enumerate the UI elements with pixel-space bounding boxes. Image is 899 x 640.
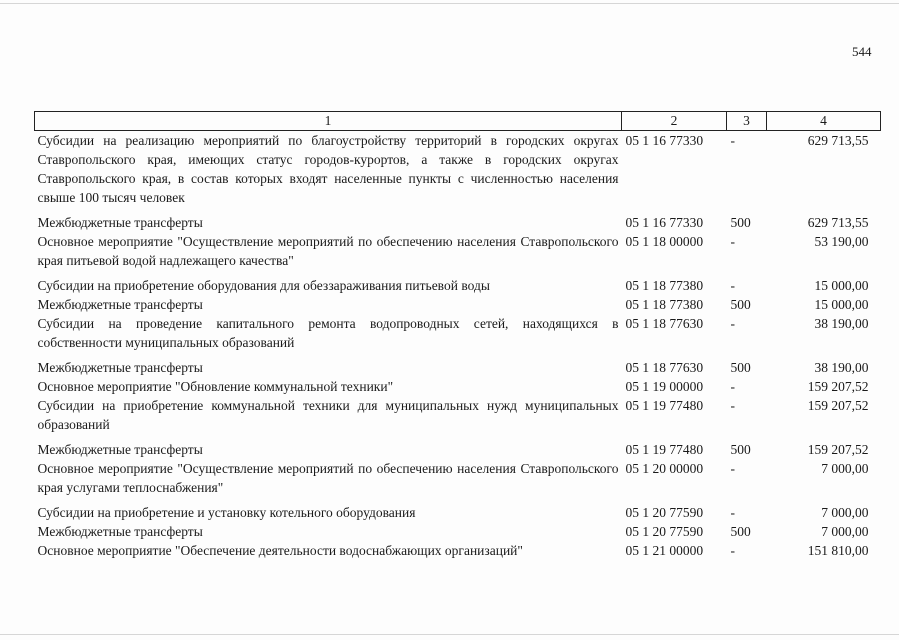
row-amount: 629 713,55 [807,133,869,148]
table-row [35,440,881,459]
row-name: Субсидии на реализацию мероприятий по благоустройству территорий в городских округах Ставропольского края, имеющих статус городов-курортов, а также в городских округах Ставропольского края, в состав которых входят населенные пункты с численностью населения свыше 100 тысяч человек [37,133,619,205]
row-expense-type: 500 [730,297,751,312]
row-amount: 38 190,00 [814,360,869,375]
row-expense-type: 500 [730,442,751,457]
table-row [35,541,881,560]
table-row [35,131,881,214]
table-row [35,377,881,396]
budget-table-container [34,111,880,560]
row-expense-type: 500 [730,215,751,230]
row-code: 05 1 19 77480 [625,398,704,413]
header-col-4: 4 [767,112,881,131]
row-expense-type: - [730,461,735,476]
row-amount: 15 000,00 [814,278,869,293]
row-name: Субсидии на приобретение и установку котельного оборудования [37,505,416,520]
table-header-row [35,112,881,131]
table-row [35,213,881,232]
row-expense-type: - [730,316,735,331]
row-code: 05 1 20 00000 [625,461,704,476]
row-expense-type: - [730,234,735,249]
page-number: 544 [852,44,872,59]
row-code: 05 1 18 00000 [625,234,704,249]
table-row [35,358,881,377]
row-code: 05 1 18 77380 [625,297,704,312]
row-name: Основное мероприятие "Осуществление мероприятий по обеспечению населения Ставропольского края услугами теплоснабжения" [37,461,619,495]
table-row [35,232,881,276]
row-name: Субсидии на проведение капитального ремонта водопроводных сетей, находящихся в собственности муниципальных образований [37,316,619,350]
row-amount: 7 000,00 [821,505,869,520]
table-row [35,459,881,503]
row-name: Основное мероприятие "Обновление коммунальной техники" [37,379,394,394]
row-name: Основное мероприятие "Обеспечение деятельности водоснабжающих организаций" [37,543,523,558]
row-amount: 151 810,00 [807,543,869,558]
header-col-3: 3 [727,112,767,131]
table-row [35,522,881,541]
row-code: 05 1 19 77480 [625,442,704,457]
row-expense-type: - [730,543,735,558]
row-expense-type: - [730,505,735,520]
table-body [35,131,881,561]
row-amount: 159 207,52 [807,398,869,413]
row-name: Субсидии на приобретение оборудования для обеззараживания питьевой воды [37,278,490,293]
row-expense-type: 500 [730,360,751,375]
row-expense-type: - [730,133,735,148]
table-row [35,276,881,295]
table-row [35,295,881,314]
row-amount: 15 000,00 [814,297,869,312]
row-name: Субсидии на приобретение коммунальной техники для муниципальных нужд муниципальных образований [37,398,619,432]
row-code: 05 1 18 77630 [625,316,704,331]
header-col-2: 2 [622,112,727,131]
row-expense-type: - [730,398,735,413]
row-code: 05 1 19 00000 [625,379,704,394]
budget-table [34,111,881,560]
row-amount: 629 713,55 [807,215,869,230]
row-expense-type: - [730,379,735,394]
row-amount: 7 000,00 [821,524,869,539]
row-amount: 53 190,00 [814,234,869,249]
row-expense-type: 500 [730,524,751,539]
row-name: Межбюджетные трансферты [37,442,203,457]
table-row [35,314,881,358]
table-row [35,503,881,522]
row-amount: 159 207,52 [807,442,869,457]
row-code: 05 1 20 77590 [625,505,704,520]
header-col-1: 1 [35,112,622,131]
row-expense-type: - [730,278,735,293]
row-code: 05 1 16 77330 [625,133,704,148]
scan-edge-top [0,3,899,4]
row-amount: 38 190,00 [814,316,869,331]
row-code: 05 1 20 77590 [625,524,704,539]
row-code: 05 1 18 77630 [625,360,704,375]
table-row [35,396,881,440]
row-name: Основное мероприятие "Осуществление мероприятий по обеспечению населения Ставропольского края питьевой водой надлежащего качества" [37,234,619,268]
row-amount: 7 000,00 [821,461,869,476]
row-code: 05 1 18 77380 [625,278,704,293]
row-code: 05 1 21 00000 [625,543,704,558]
row-name: Межбюджетные трансферты [37,360,203,375]
scan-edge-bottom [0,634,899,635]
row-code: 05 1 16 77330 [625,215,704,230]
row-amount: 159 207,52 [807,379,869,394]
row-name: Межбюджетные трансферты [37,524,203,539]
row-name: Межбюджетные трансферты [37,215,203,230]
row-name: Межбюджетные трансферты [37,297,203,312]
